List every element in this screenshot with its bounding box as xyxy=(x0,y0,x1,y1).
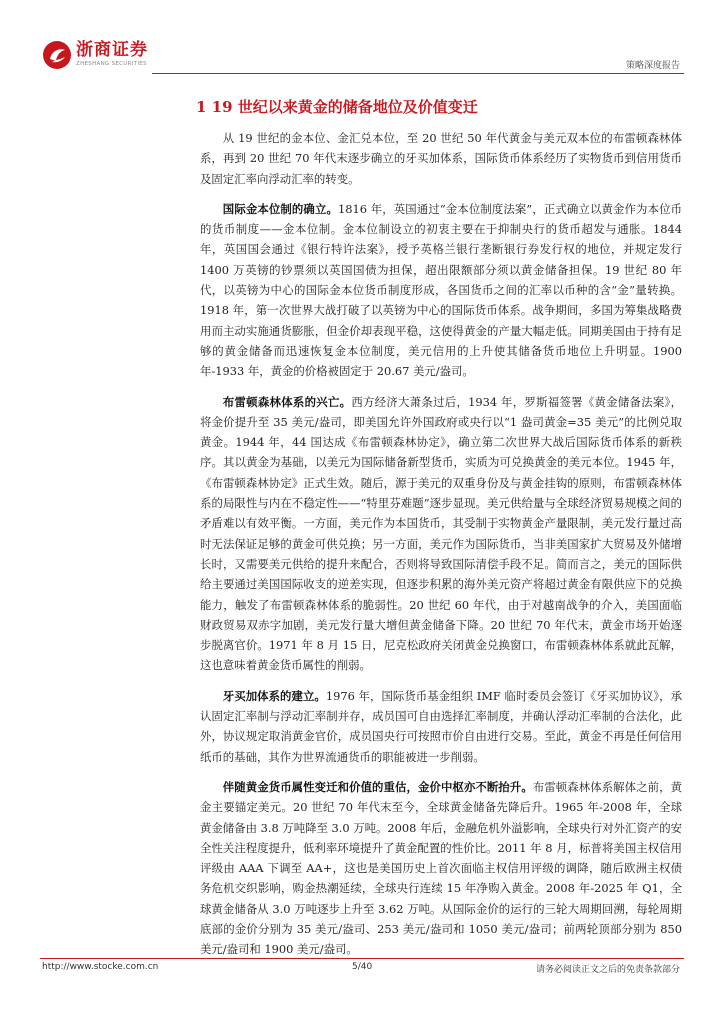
body-text xyxy=(200,128,682,970)
company-logo xyxy=(42,40,148,70)
section-title: 1 19 世纪以来黄金的储备地位及价值变迁 xyxy=(196,98,478,116)
paragraph-lead: 国际金本位制的确立。 xyxy=(222,201,338,216)
footer-divider xyxy=(40,958,684,959)
header-divider xyxy=(152,73,684,74)
paragraph-jamaica-system xyxy=(200,686,682,767)
page-header xyxy=(0,0,724,80)
logo-chinese-name: 浙商证券 xyxy=(76,40,148,60)
paragraph-lead: 牙买加体系的建立。 xyxy=(222,688,326,703)
paragraph-text: 西方经济大萧条过后，1934 年，罗斯福签署《黄金储备法案》，将金价提升至 35 美元/盎司，即美国允许外国政府或央行以“1 盎司黄金=35 美元”的比例兑取黄金。1944 年，44 国达成《布雷顿森林协定》，确立第二次世界大战后国际货币体系的新秩序。其以黄金为基础，以美元为国际储备新型货币，实质为可兑换黄金的美元本位。1945 年，《布雷顿森林协定》正式生效。随后，源于美元的双重身份及与黄金挂钩的原则，布雷顿森林体系的局限性与内在不稳定性——“特里芬难题”逐步显现。美元供给量与全球经济贸易规模之间的矛盾难以有效平衡。一方面，美元作为本国货币，其受制于实物黄金产量限制，美元发行量过高时无法保证足够的黄金可供兑换；另一方面，美元作为国际货币，当非美国家扩大贸易及外储增长时，又需要美元供给的提升来配合，否则将导致国际清偿手段不足。简而言之，美元的国际供给主要通过美国国际收支的逆差实现，但逐步积累的海外美元资产将超过黄金有限供应下的兑换能力，触发了布雷顿森林体系的脆弱性。20 世纪 60 年代，由于对越南战争的介入，美国面临财政贸易双赤字加剧，美元发行量大增但黄金储备下降。20 世纪 70 年代末，黄金市场开始逐步脱离官价。1971 年 8 月 15 日，尼克松政府关闭黄金兑换窗口，布雷顿森林体系就此瓦解，这也意味着黄金货币属性的削弱。 xyxy=(200,394,682,673)
paragraph-lead: 布雷顿森林体系的兴亡。 xyxy=(222,394,352,409)
paragraph-intro xyxy=(200,128,682,189)
paragraph-gold-price-trend xyxy=(200,777,682,960)
footer-disclaimer: 请务必阅读正文之后的免责条款部分 xyxy=(535,965,680,975)
paragraph-text: 布雷顿森林体系解体之前，黄金主要锚定美元。20 世纪 70 年代末至今，全球黄金储备先降后升。1965 年-2008 年，全球黄金储备由 3.8 万吨降至 3.0 万吨。2008 年后，金融危机外溢影响，全球央行对外汇资产的安全性关注程度提升，低利率环境提升了黄金配置的性价比。2011 年 8 月，标普将美国主权信用评级由 AAA 下调至 AA+，这也是美国历史上首次面临主权信用评级的调降，随后欧洲主权债务危机交织影响，购金热潮延续，全球央行连续 15 年净购入黄金。2008 年-2025 年 Q1，全球黄金储备从 3.0 万吨逐步上升至 3.62 万吨。从国际金价的运行的三轮大周期回溯，每轮周期底部的金价分别为 35 美元/盎司、253 美元/盎司和 1050 美元/盎司；前两轮顶部分别为 850 美元/盎司和 1900 美元/盎司。 xyxy=(200,779,682,957)
page-number: 5/40 xyxy=(352,962,373,972)
paragraph-bretton-woods xyxy=(200,392,682,676)
paragraph-lead: 伴随黄金货币属性变迁和价值的重估，金价中枢亦不断抬升。 xyxy=(222,779,533,794)
footer-url-link[interactable]: http://www.stocke.com.cn xyxy=(42,962,159,972)
paragraph-text: 1976 年，国际货币基金组织 IMF 临时委员会签订《牙买加协议》，承认固定汇率制与浮动汇率制并存，成员国可自由选择汇率制度，并确认浮动汇率制的合法化，此外，协议规定取消黄金官价，成员国央行可按照市价自由进行交易。至此，黄金不再是任何信用纸币的基础，其作为世界流通货币的职能被进一步削弱。 xyxy=(200,688,682,764)
paragraph-text: 1816 年，英国通过“金本位制度法案”，正式确立以黄金作为本位币的货币制度——金本位制。金本位制设立的初衷主要在于抑制央行的货币超发与通胀。1844 年，英国国会通过《银行特许法案》，授予英格兰银行垄断银行券发行权的地位，并规定发行 1400 万英镑的钞票须以英国国债为担保，超出限额部分须以黄金储备担保。19 世纪 80 年代，以英镑为中心的国际金本位货币制度形成，各国货币之间的汇率以币种的含“金”量转换。1918 年，第一次世界大战打破了以英镑为中心的国际货币体系。战争期间，多国为筹集战略费用而主动实施通货膨胀，但金价却表现平稳，这使得黄金的产量大幅走低。同期美国由于持有足够的黄金储备而迅速恢复金本位制度，美元信用的上升使其储备货币地位上升明显。1900 年-1933 年，黄金的价格被固定于 20.67 美元/盎司。 xyxy=(200,201,682,379)
paragraph-text: 从 19 世纪的金本位、金汇兑本位，至 20 世纪 50 年代黄金与美元双本位的布雷顿森林体系，再到 20 世纪 70 年代末逐步确立的牙买加体系，国际货币体系经历了实物货币到信用货币及固定汇率向浮动汇率的转变。 xyxy=(200,131,682,186)
zheshang-logo-icon xyxy=(42,40,72,70)
report-type-label: 策略深度报告 xyxy=(625,61,680,71)
logo-english-name: ZHESHANG SECURITIES xyxy=(76,61,147,67)
paragraph-gold-standard xyxy=(200,199,682,382)
